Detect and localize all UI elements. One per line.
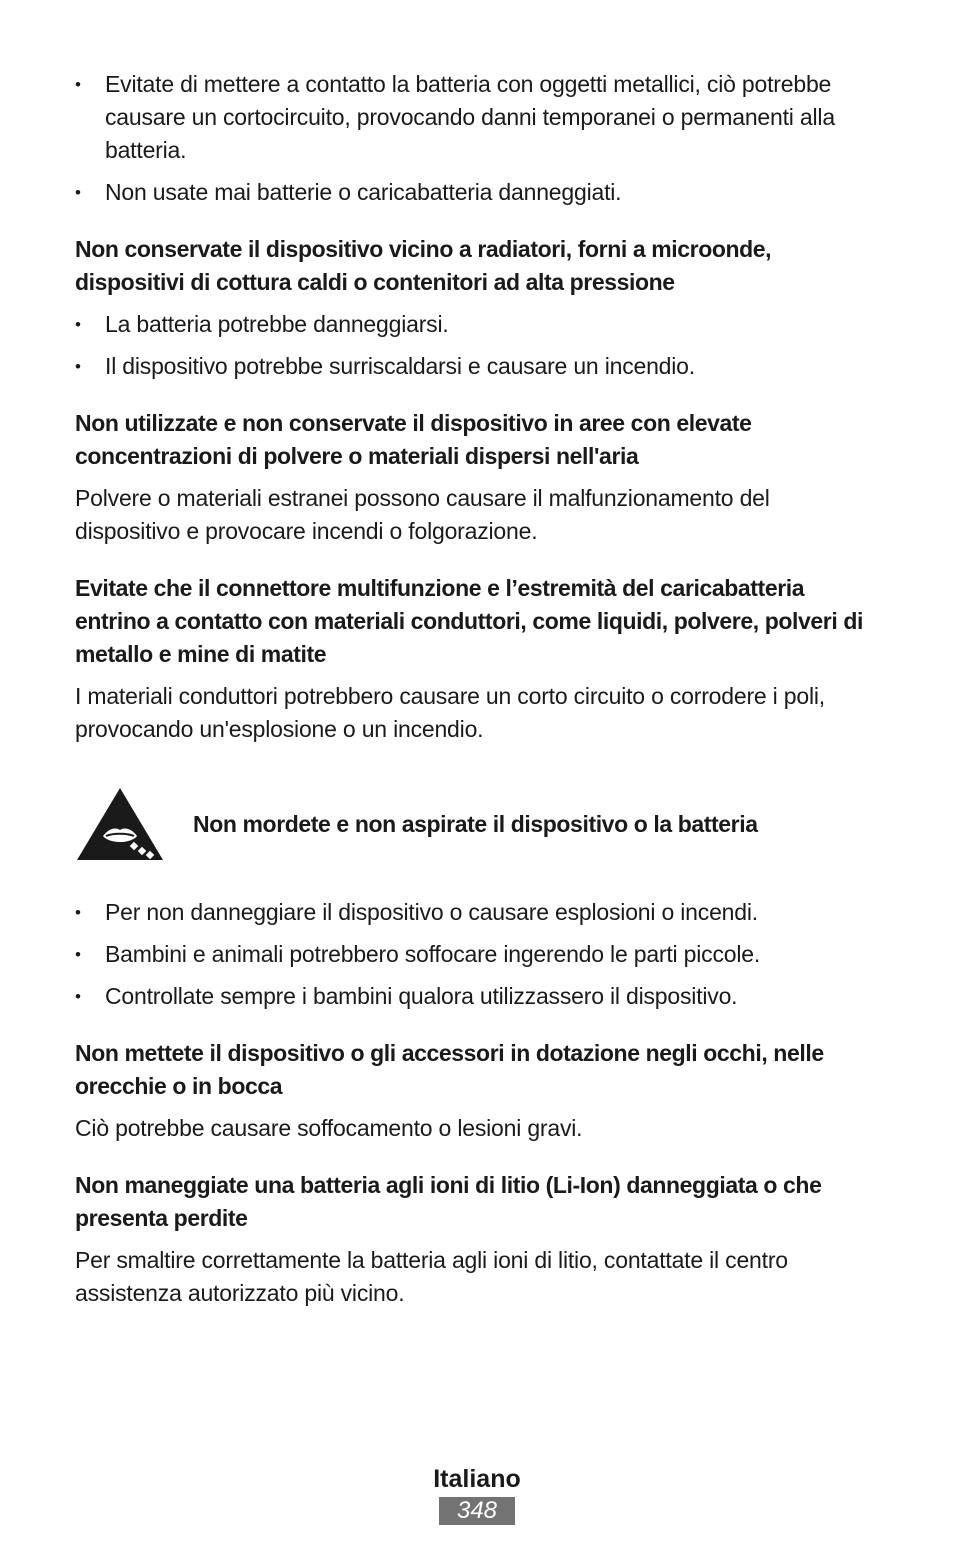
page-footer [0, 1463, 954, 1525]
list-item: • La batteria potrebbe danneggiarsi. [75, 308, 880, 341]
list-item: • Evitate di mettere a contatto la batteria con oggetti metallici, ciò potrebbe causare un cortocircuito, provocando danni temporanei o permanenti alla batteria. [75, 68, 880, 167]
section-heading-connector: Evitate che il connettore multifunzione e l’estremità del caricabatteria entrino a contatto con materiali conduttori, come liquidi, polvere, polveri di metallo e mine di matite [75, 575, 863, 667]
section-text-dust: Polvere o materiali estranei possono causare il malfunzionamento del dispositivo e provocare incendi o folgorazione. [75, 485, 770, 544]
list-item: • Bambini e animali potrebbero soffocare ingerendo le parti piccole. [75, 938, 880, 971]
list-item: • Per non danneggiare il dispositivo o causare esplosioni o incendi. [75, 896, 880, 929]
footer-language: Italiano [433, 1465, 521, 1493]
section-text-liion: Per smaltire correttamente la batteria agli ioni di litio, contattate il centro assistenza autorizzato più vicino. [75, 1247, 788, 1306]
section-heading-liion: Non maneggiate una batteria agli ioni di litio (Li-Ion) danneggiata o che presenta perdite [75, 1172, 822, 1231]
list-item: • Non usate mai batterie o caricabatteria danneggiati. [75, 176, 880, 209]
bite-warning-block [75, 786, 880, 862]
section-heading-eyes: Non mettete il dispositivo o gli accessori in dotazione negli occhi, nelle orecchie o in bocca [75, 1040, 824, 1099]
battery-bullet-list [75, 68, 880, 209]
list-item: • Il dispositivo potrebbe surriscaldarsi e causare un incendio. [75, 350, 880, 383]
radiators-bullet-list [75, 308, 880, 383]
section-heading-dust: Non utilizzate e non conservate il dispositivo in aree con elevate concentrazioni di polvere o materiali dispersi nell'aria [75, 410, 752, 469]
list-item: • Controllate sempre i bambini qualora utilizzassero il dispositivo. [75, 980, 880, 1013]
document-body [75, 68, 880, 1310]
bite-warning-title: Non mordete e non aspirate il dispositivo o la batteria [193, 810, 758, 837]
section-heading-radiators: Non conservate il dispositivo vicino a radiatori, forni a microonde, dispositivi di cottura caldi o contenitori ad alta pressione [75, 236, 772, 295]
section-text-eyes: Ciò potrebbe causare soffocamento o lesioni gravi. [75, 1115, 583, 1141]
bite-bullet-list [75, 896, 880, 1013]
section-text-connector: I materiali conduttori potrebbero causare un corto circuito o corrodere i poli, provocando un'esplosione o un incendio. [75, 683, 825, 742]
page-number-badge: 348 [439, 1497, 515, 1525]
no-mouth-warning-icon [75, 786, 165, 862]
